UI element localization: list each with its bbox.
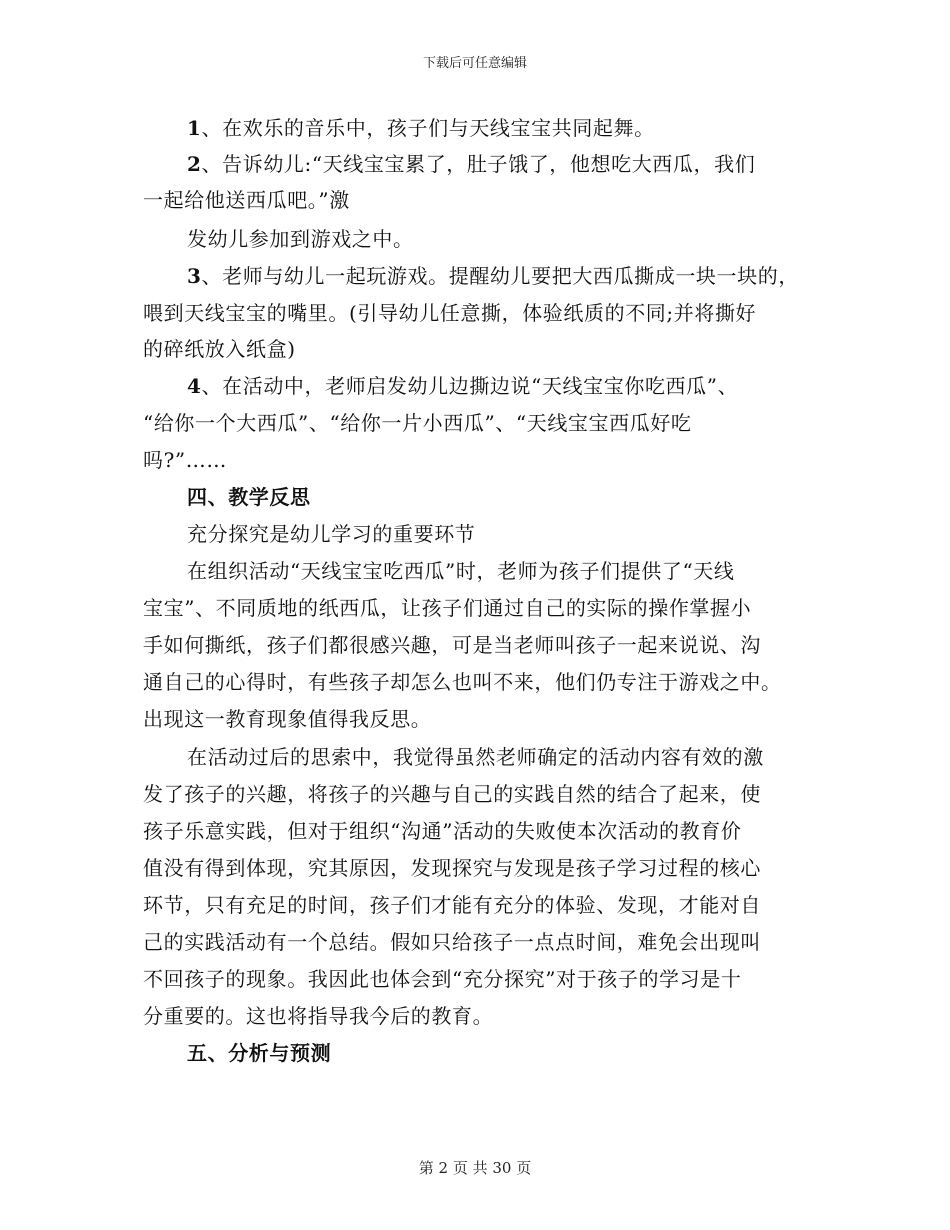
step-text: 、在欢乐的音乐中，孩子们与天线宝宝共同起舞。 — [201, 116, 655, 140]
step-number: 2 — [187, 152, 202, 176]
step-3-line — [187, 258, 799, 294]
body-line: 孩子乐意实践，但对于组织“沟通”活动的失败使本次活动的教育价 — [143, 819, 742, 843]
body-line: 的碎纸放入纸盒) — [143, 337, 296, 361]
body-line: 分重要的。这也将指导我今后的教育。 — [143, 1004, 494, 1028]
body-line: 在活动过后的思索中，我觉得虽然老师确定的活动内容有效的激 — [187, 745, 764, 769]
body-line: 在组织活动“天线宝宝吃西瓜”时，老师为孩子们提供了“天线 — [187, 559, 735, 583]
step-2-line — [187, 146, 755, 182]
body-line: 手如何撕纸，孩子们都很感兴趣，可是当老师叫孩子一起来说说、沟 — [143, 633, 761, 657]
body-line: 通自己的心得时，有些孩子却怎么也叫不来，他们仍专注于游戏之中。 — [143, 670, 782, 694]
body-line: 发幼儿参加到游戏之中。 — [187, 227, 414, 251]
page-header: 下载后可任意编辑 — [422, 56, 527, 71]
page-footer: 第 2 页 共 30 页 — [418, 1159, 532, 1177]
body-line: 一起给他送西瓜吧。”激 — [143, 188, 350, 212]
step-number: 3 — [187, 264, 202, 288]
step-1-line — [187, 110, 655, 146]
body-line: 己的实践活动有一个总结。假如只给孩子一点点时间，难免会出现叫 — [143, 930, 761, 954]
body-line: 值没有得到体现，究其原因，发现探究与发现是孩子学习过程的核心 — [143, 856, 761, 880]
body-line: 发了孩子的兴趣，将孩子的兴趣与自己的实践自然的结合了起来，使 — [143, 782, 761, 806]
step-text: 、告诉幼儿:“天线宝宝累了，肚子饿了，他想吃大西瓜，我们 — [201, 152, 756, 176]
step-number: 4 — [187, 374, 202, 398]
step-text: 、老师与幼儿一起玩游戏。提醒幼儿要把大西瓜撕成一块一块的， — [201, 264, 799, 288]
subheading: 充分探究是幼儿学习的重要环节 — [187, 522, 476, 546]
body-line: “给你一个大西瓜”、“给你一片小西瓜”、“天线宝宝西瓜好吃 — [143, 411, 692, 435]
body-line: 宝宝”、不同质地的纸西瓜，让孩子们通过自己的实际的操作掌握小 — [143, 596, 752, 620]
body-line: 出现这一教育现象值得我反思。 — [143, 707, 432, 731]
body-line: 吗?”…… — [143, 448, 227, 472]
body-line: 喂到天线宝宝的嘴里。(引导幼儿任意撕，体验纸质的不同;并将撕好 — [143, 301, 757, 325]
step-4-line — [187, 368, 738, 404]
body-line: 环节，只有充足的时间，孩子们才能有充分的体验、发现，才能对自 — [143, 893, 761, 917]
section-heading-reflection: 四、教学反思 — [187, 485, 311, 509]
step-text: 、在活动中，老师启发幼儿边撕边说“天线宝宝你吃西瓜”、 — [201, 374, 739, 398]
body-line: 不回孩子的现象。我因此也体会到“充分探究”对于孩子的学习是十 — [143, 967, 742, 991]
section-heading-analysis: 五、分析与预测 — [187, 1041, 332, 1065]
step-number: 1 — [187, 116, 202, 140]
